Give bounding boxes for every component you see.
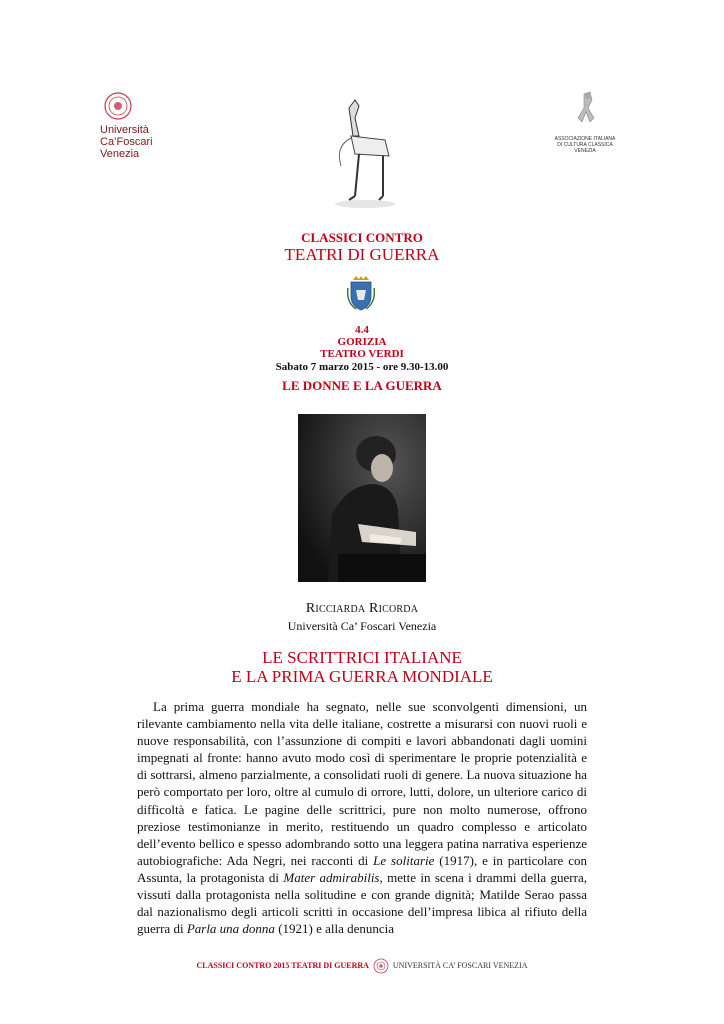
footer-university: UNIVERSITÀ CA’ FOSCARI VENEZIA [392, 960, 528, 970]
event-date: Sabato 7 marzo 2015 - ore 9.30-13.00 [275, 361, 449, 373]
event-city: GORIZIA [337, 336, 387, 348]
talk-title-line2: E LA PRIMA GUERRA MONDIALE [231, 667, 493, 686]
series-title-line2: TEATRI DI GUERRA [284, 245, 440, 264]
association-name: ASSOCIAZIONE ITALIANA DI CULTURA CLASSICA VENEZIA [554, 136, 616, 154]
footer-seal-icon [373, 958, 389, 974]
talk-title-line1: LE SCRITTRICI ITALIANE [262, 648, 462, 667]
university-name: Università Ca’Foscari Venezia [100, 124, 153, 160]
city-crest-icon [346, 276, 376, 312]
portrait-photo [298, 414, 426, 582]
speaker-affiliation: Università Ca’ Foscari Venezia [287, 619, 437, 633]
abstract-paragraph: La prima guerra mondiale ha segnato, nelle sue sconvolgenti dimensioni, un rilevante cambiamento nella vita delle italiane, costrette a misurarsi con nuovi ruoli e nuove responsabilità, con l’assunzione di compiti e lavori abbandonati dagli uomini impegnati al fronte: hanno avuto modo così di sperimentare le proprie potenzialità e di sottrarsi, almeno parzialmente, a consolidati ruoli di genere. La nuova situazione ha però comportato per loro, oltre al cumulo di orrore, lutti, dolore, un ulteriore carico di difficoltà e fatica. Le pagine delle scrittrici, pure non molto numerose, offrono preziose testimonianze in merito, restituendo un quadro complesso e articolato dell’evento bellico e spesso adombrando sotto una leggera patina narrativa esperienze autobiografiche: Ada Negri, nei racconti di Le solitarie (1917), e in particolare con Assunta, la protagonista di Mater admirabilis, mette in scena i drammi della guerra, vissuti dalla protagonista nella solitudine e con grande dignità; Matilde Serao passa dal nazionalismo degli articoli scritti in occasione dell’impresa libica al rifiuto della guerra di Parla una donna (1921) e alla denuncia [137, 699, 587, 937]
event-venue: TEATRO VERDI [320, 348, 404, 360]
series-title-line1: CLASSICI CONTRO [301, 230, 423, 245]
speaker-name: Ricciarda Ricorda [305, 601, 419, 616]
event-theme: LE DONNE E LA GUERRA [282, 378, 442, 393]
footer [0, 958, 724, 974]
footer-series: CLASSICI CONTRO 2015 TEATRI DI GUERRA [196, 960, 369, 970]
horse-illustration [315, 96, 415, 214]
event-number: 4.4 [355, 324, 369, 336]
association-logo [562, 88, 612, 136]
